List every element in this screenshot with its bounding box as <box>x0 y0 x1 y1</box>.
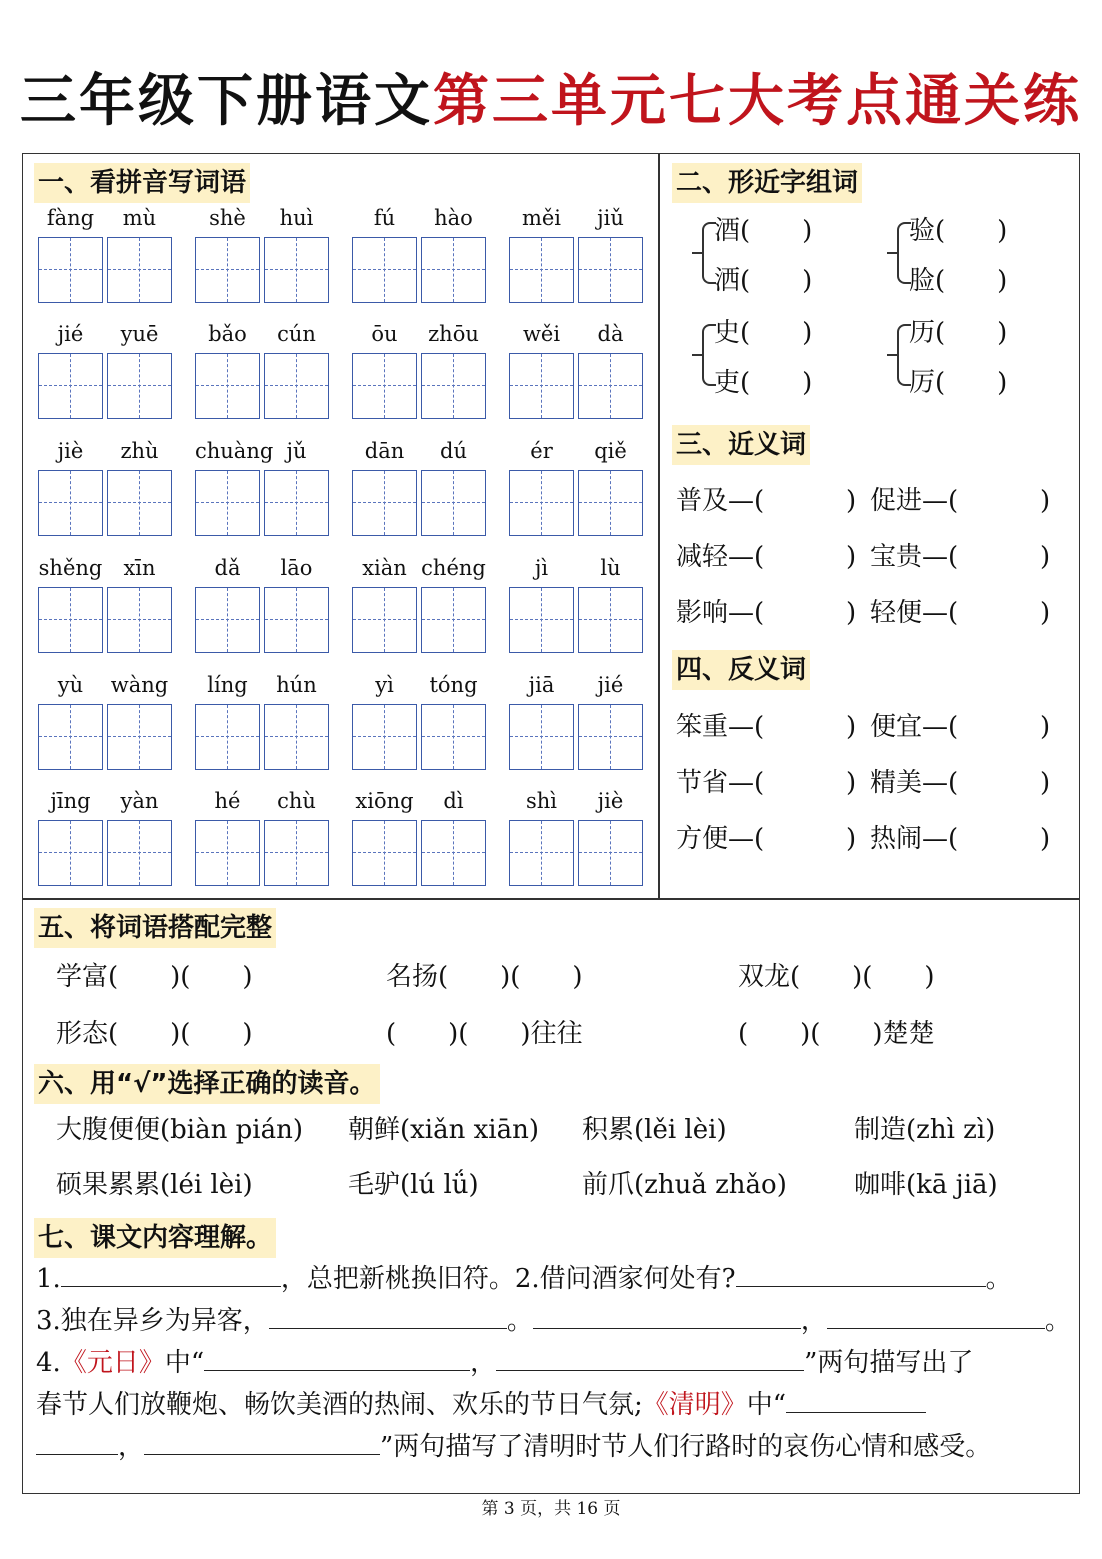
synonym-item: ) <box>1040 486 1051 516</box>
synonym-item: 减轻—( <box>676 542 765 572</box>
writing-box[interactable] <box>578 587 643 653</box>
synonym-item: ) <box>846 598 857 628</box>
pinyin-label: yù <box>57 673 84 697</box>
writing-box[interactable] <box>195 820 260 886</box>
antonym-item: ) <box>846 768 857 798</box>
synonym-item: 影响—( <box>676 598 765 628</box>
synonym-item: 轻便—( <box>870 598 959 628</box>
pinyin-label: jiè <box>57 439 84 463</box>
pronunciation-item: 朝鲜(xiǎn xiān) <box>348 1115 540 1145</box>
pinyin-label: měi <box>521 206 562 230</box>
pinyin-label: jiǔ <box>597 206 624 230</box>
answer-blank[interactable] <box>36 1450 118 1455</box>
pinyin-label: xīn <box>123 556 156 580</box>
pinyin-label: chéng <box>421 556 486 580</box>
writing-box[interactable] <box>264 470 329 536</box>
pronunciation-item: 前爪(zhuǎ zhǎo) <box>582 1170 787 1200</box>
section-2-heading: 二、形近字组词 <box>672 163 862 203</box>
antonym-item: 节省—( <box>676 768 765 798</box>
antonym-item: ) <box>846 824 857 854</box>
pinyin-label: xiàn <box>362 556 407 580</box>
pinyin-label: zhù <box>120 439 159 463</box>
pinyin-label: ōu <box>371 322 398 346</box>
writing-box[interactable] <box>264 237 329 303</box>
writing-box[interactable] <box>509 353 574 419</box>
pinyin-label: chuàng <box>195 439 274 463</box>
answer-blank[interactable] <box>533 1324 801 1329</box>
writing-box[interactable] <box>578 704 643 770</box>
writing-box[interactable] <box>38 704 103 770</box>
pinyin-label: jié <box>597 673 624 697</box>
writing-box[interactable] <box>352 704 417 770</box>
pronunciation-item: 硕果累累(léi lèi) <box>56 1170 253 1200</box>
synonym-item: ) <box>1040 598 1051 628</box>
section-1-heading: 一、看拼音写词语 <box>34 163 250 203</box>
pinyin-label: yuē <box>120 322 159 346</box>
answer-blank[interactable] <box>204 1366 470 1371</box>
comprehension-line-4: 春节人们放鞭炮、畅饮美酒的热闹、欢乐的节日气氛;《清明》中“ <box>36 1388 926 1422</box>
writing-box[interactable] <box>195 237 260 303</box>
writing-box[interactable] <box>509 587 574 653</box>
writing-box[interactable] <box>578 237 643 303</box>
pinyin-label: mù <box>122 206 157 230</box>
pinyin-label: hún <box>276 673 317 697</box>
writing-box[interactable] <box>421 820 486 886</box>
writing-box[interactable] <box>509 704 574 770</box>
writing-box[interactable] <box>107 820 172 886</box>
writing-box[interactable] <box>107 353 172 419</box>
writing-box[interactable] <box>38 470 103 536</box>
writing-box[interactable] <box>38 587 103 653</box>
antonym-item: 热闹—( <box>870 824 959 854</box>
writing-box[interactable] <box>352 237 417 303</box>
section-7-heading: 七、课文内容理解。 <box>34 1218 276 1258</box>
pinyin-label: lāo <box>280 556 313 580</box>
writing-box[interactable] <box>352 820 417 886</box>
answer-blank[interactable] <box>786 1408 926 1413</box>
answer-blank[interactable] <box>736 1282 986 1287</box>
antonym-item: 笨重—( <box>676 712 765 742</box>
comprehension-line-1: 1. ，总把新桃换旧符。2.借问酒家何处有? 。 <box>36 1264 1012 1294</box>
writing-box[interactable] <box>509 820 574 886</box>
pronunciation-item: 毛驴(lú lǘ) <box>348 1170 479 1200</box>
pinyin-label: wàng <box>110 673 169 697</box>
pronunciation-item: 制造(zhì zì) <box>854 1115 996 1145</box>
pinyin-label: dǎ <box>214 556 241 580</box>
writing-box[interactable] <box>421 470 486 536</box>
pinyin-label: jié <box>57 322 84 346</box>
pinyin-label: yàn <box>120 789 159 813</box>
writing-box[interactable] <box>195 470 260 536</box>
pinyin-label: bǎo <box>208 322 247 346</box>
writing-box[interactable] <box>38 820 103 886</box>
answer-blank[interactable] <box>827 1324 1045 1329</box>
idiom-item: 学富( )( ) <box>56 962 253 992</box>
pinyin-label: yì <box>375 673 394 697</box>
writing-box[interactable] <box>421 587 486 653</box>
writing-box[interactable] <box>107 470 172 536</box>
pinyin-label: tóng <box>429 673 478 697</box>
writing-box[interactable] <box>578 470 643 536</box>
pinyin-label: jǔ <box>286 439 307 463</box>
writing-box[interactable] <box>107 587 172 653</box>
antonym-item: ) <box>846 712 857 742</box>
section-6-heading: 六、用“√”选择正确的读音。 <box>34 1064 380 1104</box>
pinyin-label: cún <box>277 322 316 346</box>
page-footer: 第 3 页，共 16 页 <box>481 1499 621 1519</box>
writing-box[interactable] <box>421 704 486 770</box>
pronunciation-item: 大腹便便(biàn pián) <box>56 1115 303 1145</box>
section-divider <box>22 898 1080 900</box>
pinyin-label: dú <box>440 439 467 463</box>
writing-box[interactable] <box>264 820 329 886</box>
writing-box[interactable] <box>195 704 260 770</box>
writing-box[interactable] <box>38 353 103 419</box>
synonym-item: ) <box>1040 542 1051 572</box>
antonym-item: 精美—( <box>870 768 959 798</box>
pinyin-label: shì <box>525 789 558 813</box>
pinyin-label: dì <box>443 789 464 813</box>
answer-blank[interactable] <box>496 1366 804 1371</box>
comprehension-line-5: ， ”两句描写了清明时节人们行路时的哀伤心情和感受。 <box>36 1430 991 1464</box>
writing-box[interactable] <box>509 470 574 536</box>
answer-blank[interactable] <box>61 1282 281 1287</box>
pinyin-label: jīng <box>50 789 91 813</box>
writing-box[interactable] <box>107 237 172 303</box>
idiom-item: 形态( )( ) <box>56 1019 253 1049</box>
comprehension-line-2: 3.独在异乡为异客， 。 ， 。 <box>36 1306 1071 1336</box>
pinyin-label: xiōng <box>355 789 414 813</box>
pronunciation-item: 积累(lěi lèi) <box>582 1115 727 1145</box>
writing-box[interactable] <box>421 237 486 303</box>
pinyin-label: líng <box>207 673 248 697</box>
pronunciation-item: 咖啡(kā jiā) <box>854 1170 998 1200</box>
pinyin-label: dà <box>597 322 624 346</box>
writing-box[interactable] <box>195 587 260 653</box>
synonym-item: 普及—( <box>676 486 765 516</box>
writing-box[interactable] <box>352 470 417 536</box>
section-5-heading: 五、将词语搭配完整 <box>34 908 276 948</box>
synonym-item: ) <box>846 542 857 572</box>
page-title: 三年级下册语文第三单元七大考点通关练 <box>20 69 1082 134</box>
pinyin-label: huì <box>279 206 314 230</box>
writing-box[interactable] <box>107 704 172 770</box>
idiom-item: ( )( )往往 <box>386 1019 583 1049</box>
antonym-item: ) <box>1040 712 1051 742</box>
writing-box[interactable] <box>352 353 417 419</box>
pinyin-label: qiě <box>594 439 627 463</box>
pinyin-label: dān <box>364 439 405 463</box>
synonym-item: 宝贵—( <box>870 542 959 572</box>
column-divider <box>658 153 660 899</box>
writing-box[interactable] <box>264 353 329 419</box>
writing-box[interactable] <box>509 237 574 303</box>
pinyin-label: shè <box>209 206 246 230</box>
writing-box[interactable] <box>421 353 486 419</box>
writing-box[interactable] <box>578 353 643 419</box>
idiom-item: ( )( )楚楚 <box>738 1019 935 1049</box>
pinyin-label: jiā <box>528 673 555 697</box>
pinyin-label: jì <box>534 556 549 580</box>
pinyin-label: zhōu <box>428 322 479 346</box>
writing-box[interactable] <box>578 820 643 886</box>
writing-box[interactable] <box>352 587 417 653</box>
pinyin-label: jiè <box>597 789 624 813</box>
antonym-item: 便宜—( <box>870 712 959 742</box>
idiom-item: 名扬( )( ) <box>386 962 583 992</box>
synonym-item: ) <box>846 486 857 516</box>
antonym-item: 方便—( <box>676 824 765 854</box>
section-4-heading: 四、反义词 <box>672 650 810 690</box>
pinyin-label: wěi <box>522 322 561 346</box>
pinyin-label: hào <box>434 206 473 230</box>
idiom-item: 双龙( )( ) <box>738 962 935 992</box>
pinyin-label: ér <box>530 439 553 463</box>
section-3-heading: 三、近义词 <box>672 425 810 465</box>
answer-blank[interactable] <box>144 1450 380 1455</box>
pinyin-label: fàng <box>46 206 95 230</box>
writing-box[interactable] <box>264 587 329 653</box>
answer-blank[interactable] <box>269 1324 507 1329</box>
pinyin-label: hé <box>214 789 241 813</box>
pinyin-label: shěng <box>38 556 103 580</box>
writing-box[interactable] <box>38 237 103 303</box>
writing-box[interactable] <box>195 353 260 419</box>
pinyin-label: fú <box>373 206 396 230</box>
pinyin-label: lù <box>600 556 621 580</box>
antonym-item: ) <box>1040 824 1051 854</box>
writing-box[interactable] <box>264 704 329 770</box>
comprehension-line-3: 4.《元日》中“ ， ”两句描写出了 <box>36 1348 974 1378</box>
antonym-item: ) <box>1040 768 1051 798</box>
pinyin-label: chù <box>277 789 316 813</box>
synonym-item: 促进—( <box>870 486 959 516</box>
